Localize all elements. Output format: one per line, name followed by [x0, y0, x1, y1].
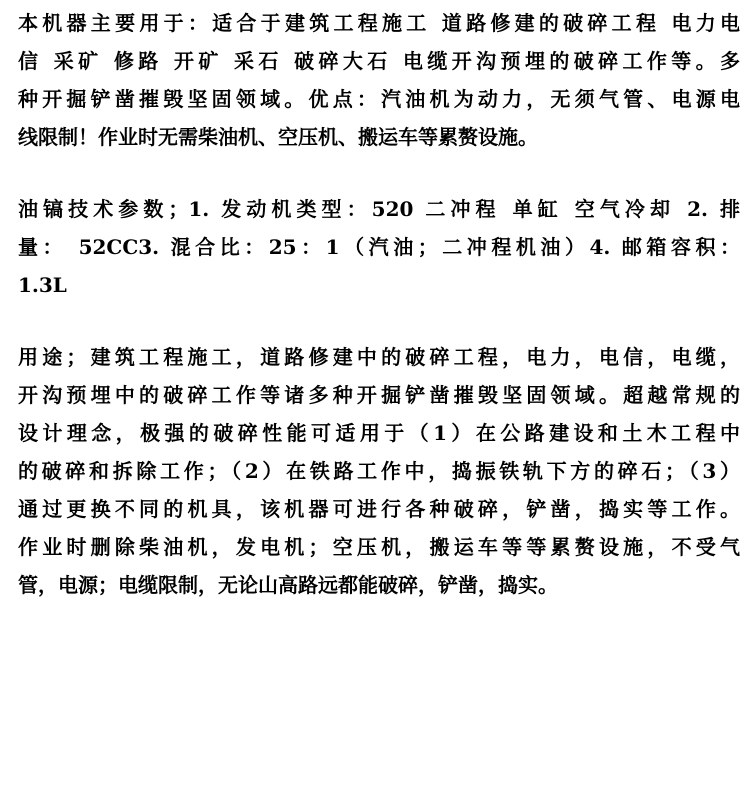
text-line: 管，电源；电缆限制，无论山高路远都能破碎，铲凿，捣实。	[18, 573, 558, 597]
text-line: 线限制！作业时无需柴油机、空压机、搬运车等累赘设施。	[18, 125, 538, 149]
text-line: 本机器主要用于：适合于建筑工程施工 道路修建的破碎工程 电力电	[18, 11, 740, 35]
document-body	[18, 0, 740, 604]
text-line: 设计理念，极强的破碎性能可适用于（1）在公路建设和土木工程中	[18, 421, 740, 445]
text-line: 开沟预埋中的破碎工作等诸多种开掘铲凿摧毁坚固领域。超越常规的	[18, 383, 740, 407]
text-line: 作业时删除柴油机，发电机；空压机，搬运车等等累赘设施，不受气	[18, 535, 740, 559]
text-line: 用途；建筑工程施工，道路修建中的破碎工程，电力，电信，电缆，	[18, 345, 740, 369]
text-line: 油镐技术参数；1. 发动机类型：520 二冲程 单缸 空气冷却 2. 排	[18, 197, 740, 221]
paragraph-intro	[18, 0, 740, 156]
paragraph-usage	[18, 338, 740, 604]
text-line: 种开掘铲凿摧毁坚固领域。优点：汽油机为动力，无须气管、电源电	[18, 87, 740, 111]
text-line: 信 采矿 修路 开矿 采石 破碎大石 电缆开沟预埋的破碎工作等。多	[18, 49, 740, 73]
text-line: 通过更换不同的机具，该机器可进行各种破碎，铲凿，捣实等工作。	[18, 497, 740, 521]
text-line: 的破碎和拆除工作；（2）在铁路工作中，捣振铁轨下方的碎石；（3）	[18, 459, 740, 483]
paragraph-specs	[18, 190, 740, 304]
text-line: 量： 52CC3. 混合比：25：1（汽油；二冲程机油）4. 邮箱容积：	[18, 235, 740, 259]
text-line: 1.3L	[18, 273, 67, 297]
